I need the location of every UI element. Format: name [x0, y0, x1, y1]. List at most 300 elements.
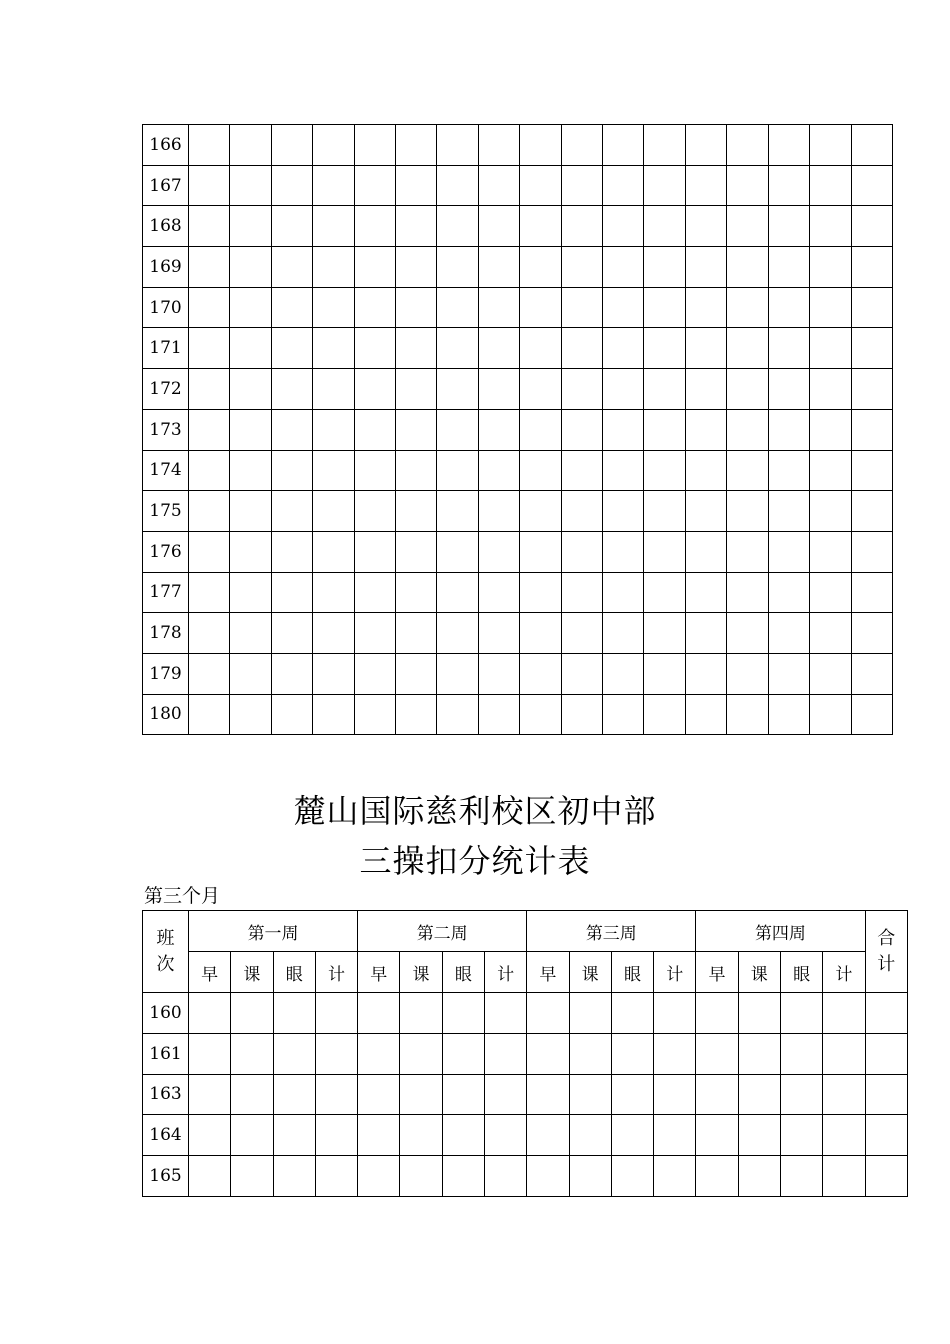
score-cell[interactable]	[520, 328, 561, 369]
score-cell[interactable]	[644, 531, 685, 572]
score-cell[interactable]	[527, 1074, 569, 1115]
score-cell[interactable]	[810, 328, 851, 369]
score-cell[interactable]	[780, 1115, 822, 1156]
score-cell[interactable]	[644, 328, 685, 369]
score-cell[interactable]	[768, 531, 809, 572]
score-cell[interactable]	[271, 369, 312, 410]
score-cell[interactable]	[189, 328, 230, 369]
score-cell[interactable]	[189, 572, 230, 613]
score-cell[interactable]	[823, 993, 865, 1034]
score-cell[interactable]	[685, 165, 726, 206]
score-cell[interactable]	[189, 694, 230, 735]
score-cell[interactable]	[768, 369, 809, 410]
score-cell[interactable]	[271, 206, 312, 247]
score-cell[interactable]	[358, 1115, 400, 1156]
score-cell[interactable]	[230, 409, 271, 450]
score-cell[interactable]	[354, 165, 395, 206]
score-cell[interactable]	[768, 613, 809, 654]
score-cell[interactable]	[231, 1115, 273, 1156]
score-cell[interactable]	[230, 125, 271, 166]
score-cell[interactable]	[851, 125, 893, 166]
score-cell[interactable]	[561, 409, 602, 450]
score-cell[interactable]	[520, 694, 561, 735]
score-cell[interactable]	[230, 694, 271, 735]
score-cell[interactable]	[273, 1074, 315, 1115]
score-cell[interactable]	[313, 613, 354, 654]
score-cell[interactable]	[189, 247, 230, 288]
score-cell[interactable]	[644, 369, 685, 410]
score-cell[interactable]	[644, 409, 685, 450]
score-cell[interactable]	[685, 369, 726, 410]
score-cell[interactable]	[189, 1074, 231, 1115]
score-cell[interactable]	[354, 572, 395, 613]
score-cell[interactable]	[738, 993, 780, 1034]
score-cell[interactable]	[851, 450, 893, 491]
score-cell[interactable]	[810, 247, 851, 288]
score-cell[interactable]	[851, 328, 893, 369]
score-cell[interactable]	[189, 1156, 231, 1197]
score-cell[interactable]	[189, 409, 230, 450]
score-cell[interactable]	[561, 653, 602, 694]
score-cell[interactable]	[851, 206, 893, 247]
score-cell[interactable]	[696, 1033, 738, 1074]
score-cell[interactable]	[520, 491, 561, 532]
score-cell[interactable]	[273, 993, 315, 1034]
score-cell[interactable]	[189, 531, 230, 572]
score-cell[interactable]	[478, 247, 519, 288]
score-cell[interactable]	[520, 653, 561, 694]
score-cell[interactable]	[561, 287, 602, 328]
score-cell[interactable]	[230, 613, 271, 654]
score-cell[interactable]	[520, 450, 561, 491]
score-cell[interactable]	[354, 694, 395, 735]
score-cell[interactable]	[354, 369, 395, 410]
score-cell[interactable]	[561, 531, 602, 572]
score-cell[interactable]	[478, 369, 519, 410]
score-cell[interactable]	[768, 491, 809, 532]
score-cell[interactable]	[273, 1115, 315, 1156]
score-cell[interactable]	[230, 287, 271, 328]
score-cell[interactable]	[561, 694, 602, 735]
score-cell[interactable]	[354, 409, 395, 450]
score-cell[interactable]	[851, 572, 893, 613]
score-cell[interactable]	[654, 1074, 696, 1115]
score-cell[interactable]	[569, 1033, 611, 1074]
score-cell[interactable]	[313, 125, 354, 166]
score-cell[interactable]	[478, 328, 519, 369]
score-cell[interactable]	[271, 247, 312, 288]
score-cell[interactable]	[396, 165, 437, 206]
score-cell[interactable]	[603, 613, 644, 654]
score-cell[interactable]	[654, 1156, 696, 1197]
score-cell[interactable]	[851, 531, 893, 572]
score-cell[interactable]	[561, 165, 602, 206]
total-cell[interactable]	[865, 993, 908, 1034]
score-cell[interactable]	[230, 369, 271, 410]
score-cell[interactable]	[358, 1033, 400, 1074]
score-cell[interactable]	[400, 993, 442, 1034]
score-cell[interactable]	[823, 1156, 865, 1197]
score-cell[interactable]	[738, 1115, 780, 1156]
score-cell[interactable]	[603, 491, 644, 532]
score-cell[interactable]	[478, 694, 519, 735]
score-cell[interactable]	[273, 1156, 315, 1197]
score-cell[interactable]	[354, 247, 395, 288]
score-cell[interactable]	[400, 1033, 442, 1074]
score-cell[interactable]	[230, 531, 271, 572]
score-cell[interactable]	[780, 993, 822, 1034]
score-cell[interactable]	[231, 1156, 273, 1197]
score-cell[interactable]	[396, 491, 437, 532]
score-cell[interactable]	[810, 287, 851, 328]
score-cell[interactable]	[603, 125, 644, 166]
score-cell[interactable]	[437, 450, 478, 491]
score-cell[interactable]	[561, 450, 602, 491]
score-cell[interactable]	[527, 1156, 569, 1197]
score-cell[interactable]	[396, 328, 437, 369]
score-cell[interactable]	[313, 450, 354, 491]
score-cell[interactable]	[313, 206, 354, 247]
score-cell[interactable]	[603, 572, 644, 613]
score-cell[interactable]	[768, 287, 809, 328]
score-cell[interactable]	[823, 1033, 865, 1074]
score-cell[interactable]	[823, 1074, 865, 1115]
score-cell[interactable]	[851, 409, 893, 450]
score-cell[interactable]	[271, 328, 312, 369]
score-cell[interactable]	[189, 653, 230, 694]
score-cell[interactable]	[396, 125, 437, 166]
score-cell[interactable]	[851, 247, 893, 288]
score-cell[interactable]	[484, 1115, 526, 1156]
score-cell[interactable]	[561, 572, 602, 613]
score-cell[interactable]	[230, 491, 271, 532]
score-cell[interactable]	[520, 369, 561, 410]
score-cell[interactable]	[569, 993, 611, 1034]
score-cell[interactable]	[768, 328, 809, 369]
score-cell[interactable]	[727, 613, 768, 654]
score-cell[interactable]	[478, 613, 519, 654]
score-cell[interactable]	[768, 247, 809, 288]
score-cell[interactable]	[273, 1033, 315, 1074]
score-cell[interactable]	[727, 287, 768, 328]
score-cell[interactable]	[271, 125, 312, 166]
score-cell[interactable]	[478, 653, 519, 694]
score-cell[interactable]	[561, 369, 602, 410]
score-cell[interactable]	[437, 653, 478, 694]
score-cell[interactable]	[611, 1074, 653, 1115]
score-cell[interactable]	[685, 613, 726, 654]
score-cell[interactable]	[396, 694, 437, 735]
score-cell[interactable]	[437, 206, 478, 247]
score-cell[interactable]	[437, 247, 478, 288]
score-cell[interactable]	[189, 1033, 231, 1074]
score-cell[interactable]	[644, 206, 685, 247]
score-cell[interactable]	[569, 1074, 611, 1115]
score-cell[interactable]	[271, 450, 312, 491]
score-cell[interactable]	[727, 531, 768, 572]
score-cell[interactable]	[313, 491, 354, 532]
score-cell[interactable]	[644, 572, 685, 613]
score-cell[interactable]	[313, 694, 354, 735]
score-cell[interactable]	[437, 491, 478, 532]
score-cell[interactable]	[696, 1156, 738, 1197]
score-cell[interactable]	[727, 653, 768, 694]
score-cell[interactable]	[437, 369, 478, 410]
score-cell[interactable]	[437, 613, 478, 654]
score-cell[interactable]	[810, 653, 851, 694]
score-cell[interactable]	[810, 450, 851, 491]
score-cell[interactable]	[230, 450, 271, 491]
score-cell[interactable]	[478, 287, 519, 328]
score-cell[interactable]	[851, 491, 893, 532]
score-cell[interactable]	[780, 1033, 822, 1074]
score-cell[interactable]	[644, 450, 685, 491]
score-cell[interactable]	[851, 653, 893, 694]
score-cell[interactable]	[396, 613, 437, 654]
score-cell[interactable]	[851, 694, 893, 735]
score-cell[interactable]	[315, 1115, 357, 1156]
score-cell[interactable]	[271, 694, 312, 735]
score-cell[interactable]	[569, 1156, 611, 1197]
score-cell[interactable]	[354, 450, 395, 491]
score-cell[interactable]	[603, 328, 644, 369]
score-cell[interactable]	[271, 287, 312, 328]
score-cell[interactable]	[727, 450, 768, 491]
score-cell[interactable]	[696, 1074, 738, 1115]
score-cell[interactable]	[644, 653, 685, 694]
score-cell[interactable]	[603, 206, 644, 247]
score-cell[interactable]	[478, 165, 519, 206]
score-cell[interactable]	[189, 613, 230, 654]
score-cell[interactable]	[315, 1033, 357, 1074]
score-cell[interactable]	[685, 531, 726, 572]
score-cell[interactable]	[484, 1074, 526, 1115]
score-cell[interactable]	[810, 165, 851, 206]
score-cell[interactable]	[189, 287, 230, 328]
score-cell[interactable]	[358, 1074, 400, 1115]
score-cell[interactable]	[561, 247, 602, 288]
score-cell[interactable]	[230, 206, 271, 247]
score-cell[interactable]	[520, 247, 561, 288]
score-cell[interactable]	[727, 206, 768, 247]
score-cell[interactable]	[478, 206, 519, 247]
score-cell[interactable]	[810, 613, 851, 654]
score-cell[interactable]	[603, 165, 644, 206]
score-cell[interactable]	[478, 531, 519, 572]
score-cell[interactable]	[644, 165, 685, 206]
score-cell[interactable]	[189, 1115, 231, 1156]
score-cell[interactable]	[603, 369, 644, 410]
score-cell[interactable]	[478, 450, 519, 491]
score-cell[interactable]	[396, 531, 437, 572]
score-cell[interactable]	[315, 993, 357, 1034]
score-cell[interactable]	[569, 1115, 611, 1156]
score-cell[interactable]	[768, 694, 809, 735]
score-cell[interactable]	[685, 206, 726, 247]
score-cell[interactable]	[484, 993, 526, 1034]
score-cell[interactable]	[768, 572, 809, 613]
score-cell[interactable]	[685, 491, 726, 532]
score-cell[interactable]	[780, 1156, 822, 1197]
score-cell[interactable]	[354, 125, 395, 166]
score-cell[interactable]	[437, 531, 478, 572]
score-cell[interactable]	[437, 694, 478, 735]
score-cell[interactable]	[271, 409, 312, 450]
score-cell[interactable]	[400, 1156, 442, 1197]
score-cell[interactable]	[354, 531, 395, 572]
score-cell[interactable]	[354, 287, 395, 328]
score-cell[interactable]	[520, 409, 561, 450]
score-cell[interactable]	[603, 694, 644, 735]
score-cell[interactable]	[313, 328, 354, 369]
score-cell[interactable]	[396, 287, 437, 328]
score-cell[interactable]	[727, 125, 768, 166]
score-cell[interactable]	[230, 165, 271, 206]
score-cell[interactable]	[685, 287, 726, 328]
score-cell[interactable]	[654, 993, 696, 1034]
score-cell[interactable]	[396, 653, 437, 694]
score-cell[interactable]	[738, 1033, 780, 1074]
score-cell[interactable]	[520, 531, 561, 572]
score-cell[interactable]	[442, 1156, 484, 1197]
score-cell[interactable]	[768, 206, 809, 247]
score-cell[interactable]	[696, 1115, 738, 1156]
score-cell[interactable]	[313, 369, 354, 410]
score-cell[interactable]	[271, 613, 312, 654]
score-cell[interactable]	[685, 450, 726, 491]
score-cell[interactable]	[654, 1115, 696, 1156]
score-cell[interactable]	[851, 613, 893, 654]
score-cell[interactable]	[611, 1033, 653, 1074]
score-cell[interactable]	[727, 328, 768, 369]
score-cell[interactable]	[851, 369, 893, 410]
score-cell[interactable]	[810, 369, 851, 410]
score-cell[interactable]	[484, 1156, 526, 1197]
score-cell[interactable]	[189, 491, 230, 532]
score-cell[interactable]	[527, 1115, 569, 1156]
score-cell[interactable]	[520, 572, 561, 613]
score-cell[interactable]	[189, 125, 230, 166]
score-cell[interactable]	[685, 409, 726, 450]
score-cell[interactable]	[810, 491, 851, 532]
score-cell[interactable]	[561, 125, 602, 166]
score-cell[interactable]	[271, 491, 312, 532]
score-cell[interactable]	[685, 572, 726, 613]
score-cell[interactable]	[484, 1033, 526, 1074]
score-cell[interactable]	[810, 125, 851, 166]
score-cell[interactable]	[768, 165, 809, 206]
score-cell[interactable]	[271, 165, 312, 206]
score-cell[interactable]	[437, 287, 478, 328]
score-cell[interactable]	[354, 653, 395, 694]
score-cell[interactable]	[611, 1156, 653, 1197]
score-cell[interactable]	[603, 247, 644, 288]
score-cell[interactable]	[685, 694, 726, 735]
score-cell[interactable]	[810, 694, 851, 735]
score-cell[interactable]	[313, 531, 354, 572]
score-cell[interactable]	[396, 409, 437, 450]
score-cell[interactable]	[231, 993, 273, 1034]
score-cell[interactable]	[527, 1033, 569, 1074]
score-cell[interactable]	[313, 572, 354, 613]
score-cell[interactable]	[823, 1115, 865, 1156]
score-cell[interactable]	[685, 653, 726, 694]
score-cell[interactable]	[189, 450, 230, 491]
score-cell[interactable]	[644, 613, 685, 654]
score-cell[interactable]	[851, 287, 893, 328]
score-cell[interactable]	[271, 572, 312, 613]
score-cell[interactable]	[189, 993, 231, 1034]
score-cell[interactable]	[611, 993, 653, 1034]
score-cell[interactable]	[313, 287, 354, 328]
score-cell[interactable]	[611, 1115, 653, 1156]
score-cell[interactable]	[727, 572, 768, 613]
score-cell[interactable]	[271, 653, 312, 694]
score-cell[interactable]	[437, 125, 478, 166]
score-cell[interactable]	[396, 206, 437, 247]
score-cell[interactable]	[654, 1033, 696, 1074]
score-cell[interactable]	[478, 125, 519, 166]
score-cell[interactable]	[561, 206, 602, 247]
score-cell[interactable]	[478, 572, 519, 613]
score-cell[interactable]	[315, 1156, 357, 1197]
score-cell[interactable]	[230, 572, 271, 613]
score-cell[interactable]	[768, 125, 809, 166]
score-cell[interactable]	[603, 653, 644, 694]
score-cell[interactable]	[520, 125, 561, 166]
score-cell[interactable]	[738, 1156, 780, 1197]
score-cell[interactable]	[313, 409, 354, 450]
score-cell[interactable]	[396, 450, 437, 491]
score-cell[interactable]	[696, 993, 738, 1034]
score-cell[interactable]	[354, 491, 395, 532]
score-cell[interactable]	[520, 613, 561, 654]
score-cell[interactable]	[230, 247, 271, 288]
score-cell[interactable]	[685, 247, 726, 288]
score-cell[interactable]	[358, 993, 400, 1034]
score-cell[interactable]	[189, 206, 230, 247]
score-cell[interactable]	[603, 409, 644, 450]
score-cell[interactable]	[851, 165, 893, 206]
score-cell[interactable]	[231, 1074, 273, 1115]
score-cell[interactable]	[810, 572, 851, 613]
score-cell[interactable]	[437, 328, 478, 369]
score-cell[interactable]	[520, 165, 561, 206]
score-cell[interactable]	[189, 369, 230, 410]
score-cell[interactable]	[727, 491, 768, 532]
score-cell[interactable]	[442, 1115, 484, 1156]
score-cell[interactable]	[727, 247, 768, 288]
score-cell[interactable]	[644, 125, 685, 166]
score-cell[interactable]	[478, 491, 519, 532]
score-cell[interactable]	[437, 572, 478, 613]
score-cell[interactable]	[358, 1156, 400, 1197]
score-cell[interactable]	[644, 694, 685, 735]
score-cell[interactable]	[768, 450, 809, 491]
score-cell[interactable]	[315, 1074, 357, 1115]
score-cell[interactable]	[442, 1074, 484, 1115]
score-cell[interactable]	[810, 409, 851, 450]
score-cell[interactable]	[396, 572, 437, 613]
score-cell[interactable]	[561, 613, 602, 654]
score-cell[interactable]	[354, 206, 395, 247]
score-cell[interactable]	[780, 1074, 822, 1115]
total-cell[interactable]	[865, 1074, 908, 1115]
score-cell[interactable]	[313, 653, 354, 694]
score-cell[interactable]	[561, 491, 602, 532]
score-cell[interactable]	[644, 247, 685, 288]
score-cell[interactable]	[527, 993, 569, 1034]
